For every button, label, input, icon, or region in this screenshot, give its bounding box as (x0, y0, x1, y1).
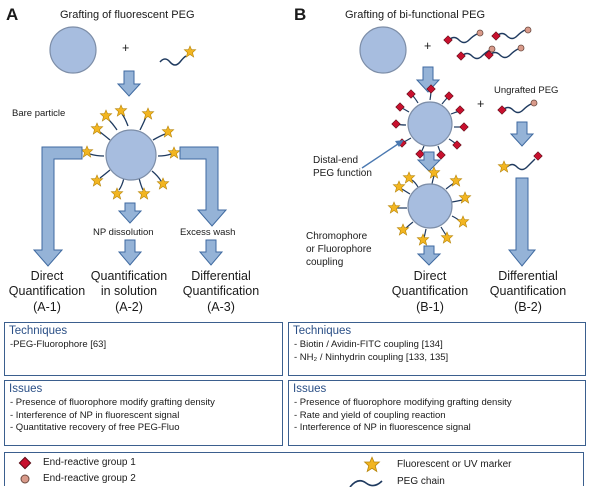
distal-label-2: PEG function (313, 168, 372, 179)
svg-text:(A-1): (A-1) (33, 300, 61, 314)
panel-b-plus: + (424, 39, 432, 53)
panel-a-title: Grafting of fluorescent PEG (60, 9, 195, 21)
end-reactive-group-2-icon (21, 475, 29, 483)
chromophore-label-2: or Fluorophore (306, 244, 372, 255)
technique-item-b-2: - NH₂ / Ninhydrin coupling [133, 135] (294, 351, 449, 363)
arrow-b2 (509, 178, 535, 266)
excess-wash-label: Excess wash (180, 227, 236, 238)
legend-group1: End-reactive group 1 (43, 457, 136, 468)
outcome-b1 (392, 269, 468, 314)
technique-item-a-1: -PEG-Fluorophore [63] (10, 339, 107, 350)
peg-chain-icon (350, 481, 382, 487)
chromophore-label-1: Chromophore (306, 231, 368, 242)
legend-group2: End-reactive group 2 (43, 473, 136, 484)
arrow-a2 (119, 240, 141, 265)
svg-text:Quantification: Quantification (489, 284, 567, 298)
coupled-particle (388, 167, 470, 245)
legend-chain: PEG chain (397, 476, 445, 487)
fluorescent-grafted-particle (81, 105, 179, 199)
issues-heading-b: Issues (293, 383, 327, 395)
end-reactive-group-1-icon (19, 457, 30, 468)
issue-item-b-2: - Rate and yield of coupling reaction (294, 409, 446, 421)
issue-item-b-3: - Interference of NP in fluorescence signal (294, 422, 471, 433)
issue-item-a-1: - Presence of fluorophore modify grafting density (10, 397, 215, 408)
issues-box-b (288, 380, 586, 446)
issues-heading-a: Issues (9, 383, 43, 395)
svg-text:Quantification: Quantification (90, 269, 168, 283)
coupled-ungrafted-peg (498, 152, 542, 172)
arrow-a3 (200, 240, 222, 265)
outcome-b2 (490, 269, 566, 314)
arrow-grafting-a (118, 71, 140, 96)
chromophore-label-3: coupling (306, 257, 344, 268)
panel-b-title: Grafting of bi-functional PEG (345, 9, 486, 21)
svg-text:(A-3): (A-3) (207, 300, 235, 314)
fluorescent-peg-molecule (160, 46, 196, 65)
techniques-box-a (4, 322, 283, 376)
techniques-heading-b: Techniques (293, 325, 352, 337)
bare-particle-label: Bare particle (12, 108, 66, 119)
bare-particle-b (360, 27, 406, 73)
svg-text:Quantification: Quantification (391, 284, 469, 298)
svg-text:Quantification: Quantification (182, 284, 260, 298)
ungrafted-peg-label: Ungrafted PEG (494, 85, 559, 96)
arrow-b1 (418, 246, 440, 265)
panel-b-letter: B (294, 5, 307, 24)
technique-item-b-1: - Biotin / Avidin-FITC coupling [134] (294, 339, 443, 350)
arrow-dissolution (119, 203, 141, 223)
outcome-a2 (91, 269, 167, 314)
svg-text:Differential: Differential (191, 269, 251, 283)
techniques-box-b (288, 322, 586, 376)
outcome-a3 (183, 269, 259, 314)
issue-item-b-1: - Presence of fluorophore modifying grafting density (294, 397, 512, 408)
panel-b-plus2: + (477, 97, 485, 111)
bifunctional-grafted-particle (392, 85, 468, 159)
issue-item-a-3: - Quantitative recovery of free PEG-Fluo (10, 422, 180, 433)
bare-particle (50, 27, 96, 73)
legend (4, 452, 584, 486)
svg-text:Quantification: Quantification (8, 284, 86, 298)
arrow-wash-a3 (180, 147, 226, 226)
distal-pointer (362, 142, 401, 168)
panel-a-letter: A (6, 5, 19, 24)
outcome-a1 (9, 269, 85, 314)
distal-label-1: Distal-end (313, 155, 359, 166)
svg-text:in solution: in solution (100, 284, 158, 298)
issues-box-a (4, 380, 283, 446)
svg-text:Differential: Differential (498, 269, 558, 283)
ungrafted-peg-molecule (498, 100, 537, 114)
techniques-heading-a: Techniques (9, 325, 68, 337)
np-dissolution-label: NP dissolution (93, 227, 154, 238)
svg-text:(B-1): (B-1) (416, 300, 444, 314)
fluorescent-marker-icon (365, 457, 380, 471)
svg-text:(B-2): (B-2) (514, 300, 542, 314)
arrow-ungrafted (511, 122, 533, 146)
svg-text:Direct: Direct (30, 269, 64, 283)
arrow-direct-a1 (34, 147, 82, 266)
issue-item-a-2: - Interference of NP in fluorescent signal (10, 409, 180, 421)
legend-marker: Fluorescent or UV marker (397, 459, 512, 470)
svg-text:(A-2): (A-2) (115, 300, 143, 314)
panel-a-plus: + (122, 41, 130, 55)
svg-text:Direct: Direct (413, 269, 447, 283)
